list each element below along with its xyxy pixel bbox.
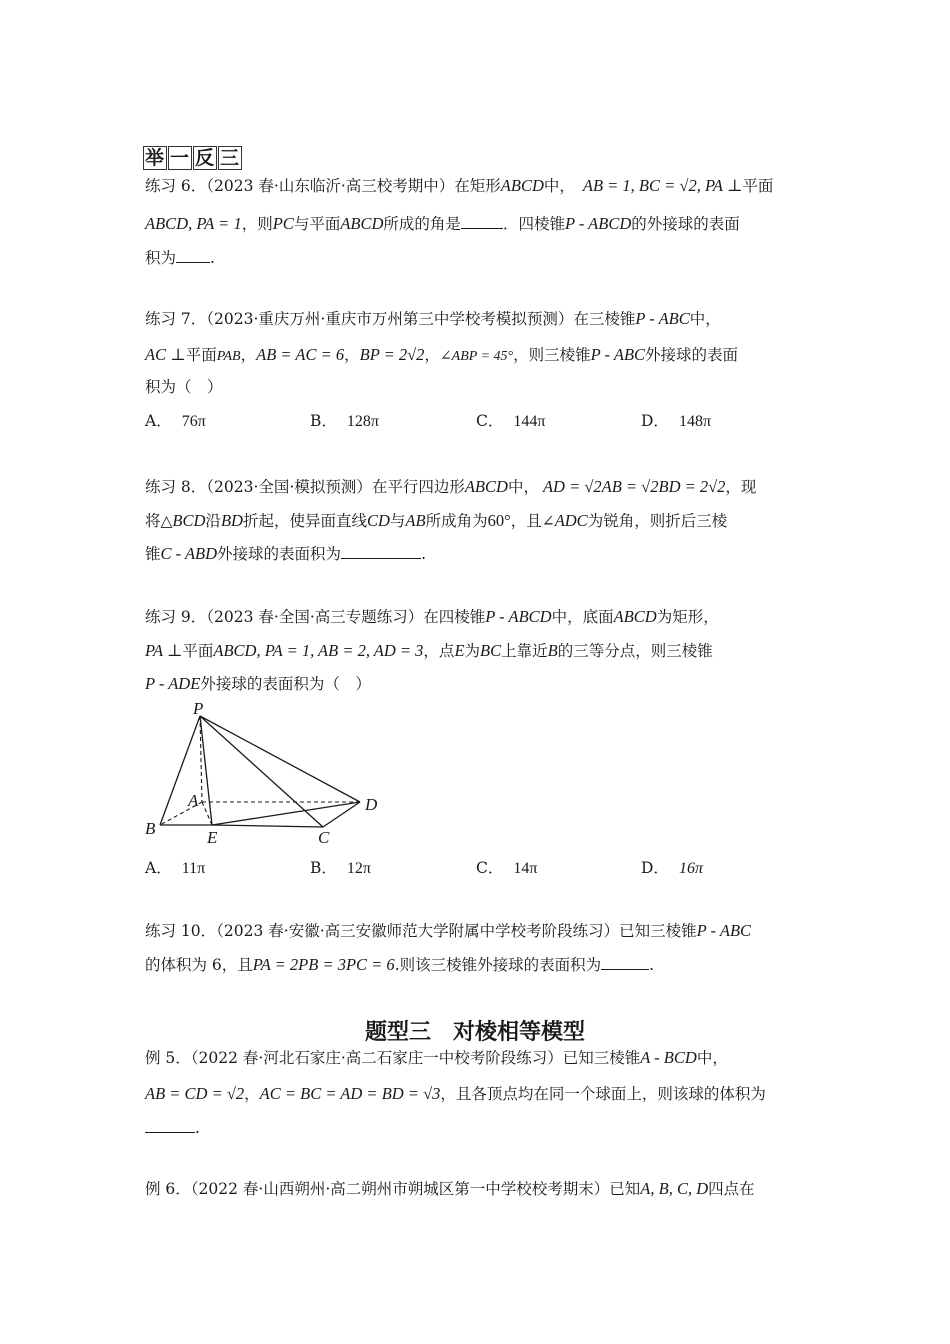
text: 例 5．（2022 春·河北石家庄·高二石家庄一中校考阶段练习）已知三棱锥: [145, 1049, 641, 1067]
text: 练习 10．（2023 春·安徽·高三安徽师范大学附属中学校考阶段练习）已知三棱锥: [145, 922, 697, 940]
edge-ed: [212, 802, 360, 825]
math: BC: [480, 641, 502, 660]
text: 的体积为 6，且: [145, 956, 253, 974]
math: AC = BC = AD = BD = √3: [259, 1084, 441, 1103]
edge-pd: [200, 716, 360, 802]
option-value: 76π: [181, 413, 206, 430]
edge-ec: [212, 825, 323, 827]
math: AD = √2AB = √2BD = 2√2: [542, 477, 726, 496]
text: ，: [240, 346, 257, 364]
text: .: [649, 956, 655, 974]
option-label: A．: [145, 412, 172, 430]
example-5-line-1: [145, 1047, 728, 1069]
option-label: D．: [641, 859, 669, 877]
text: 的外接球的表面: [631, 215, 740, 233]
math: PAB: [216, 349, 241, 364]
text: 平面: [742, 177, 774, 195]
option-b[interactable]: [310, 857, 371, 880]
option-value: 144π: [513, 413, 546, 430]
text: 外接球的表面: [645, 346, 739, 364]
section-heading: 题型三 对棱相等模型: [364, 1020, 585, 1045]
math: P - ADE: [145, 674, 201, 693]
text: 外接球的表面积为: [217, 545, 342, 563]
text: ，且各顶点均在同一个球面上，则该球的体积为: [440, 1085, 766, 1103]
answer-blank: [601, 955, 649, 970]
text: 的三等分点，则三棱锥: [557, 642, 713, 660]
text: 所成的角是: [383, 215, 461, 233]
text: 积为: [145, 249, 177, 267]
text: 外接球的表面积为（ ）: [200, 675, 371, 693]
option-value: 14π: [513, 860, 538, 877]
label-e: E: [207, 828, 218, 847]
answer-blank: [461, 214, 503, 229]
text: 为: [464, 642, 481, 660]
text: .: [195, 1119, 200, 1137]
section-tag-char: 三: [220, 147, 241, 169]
math: ABCD: [613, 607, 657, 626]
label-b: B: [145, 819, 156, 838]
math: P - ABCD: [564, 214, 632, 233]
text: 中，: [696, 1049, 728, 1067]
pyramid-figure: [140, 700, 390, 850]
text: 中，: [543, 177, 575, 195]
option-label: B．: [310, 412, 337, 430]
option-c[interactable]: [476, 410, 545, 433]
example-5-line-3: [145, 1117, 200, 1139]
math: A - BCD: [640, 1048, 697, 1067]
math: B: [547, 641, 558, 660]
option-label: C．: [476, 859, 504, 877]
text: 中，底面: [551, 608, 614, 626]
text: ，: [244, 1085, 260, 1103]
option-label: D．: [641, 412, 669, 430]
text: 为锐角，则折后三棱: [587, 512, 728, 530]
math: 60°: [487, 511, 511, 530]
text: 与: [389, 512, 406, 530]
option-label: B．: [310, 859, 337, 877]
text: 沿: [205, 512, 221, 530]
text: ，: [344, 346, 360, 364]
text: 练习 9．（2023 春·全国·高三专题练习）在四棱锥: [145, 608, 486, 626]
exercise-6-line-1: [145, 175, 773, 197]
math: ABCD: [500, 176, 544, 195]
text: 为矩形，: [656, 608, 719, 626]
text: ，现: [725, 478, 757, 496]
math: BCD: [172, 511, 206, 530]
section-tag: [143, 143, 243, 170]
text: 与平面: [293, 215, 341, 233]
text: ，且∠: [510, 512, 555, 530]
text: 练习 8．（2023·全国·模拟预测）在平行四边形: [145, 478, 465, 496]
exercise-8-line-3: [145, 543, 426, 565]
text: 中，: [689, 310, 721, 328]
text: .: [210, 249, 215, 267]
label-a: A: [188, 791, 199, 810]
text: 上靠近: [501, 642, 548, 660]
option-value: 11π: [181, 860, 206, 877]
exercise-7-line-1: [145, 308, 721, 330]
option-value: 148π: [678, 413, 712, 430]
math: PA = 2PB = 3PC = 6: [252, 955, 395, 974]
answer-blank: [341, 544, 421, 559]
option-label: A．: [145, 859, 172, 877]
text: ，: [424, 346, 440, 364]
exercise-7-line-3: [145, 376, 223, 398]
answer-blank: [145, 1118, 195, 1133]
option-value: 12π: [346, 860, 371, 877]
math: PC: [272, 214, 294, 233]
math: BP = 2√2: [359, 345, 425, 364]
text: 中，: [507, 478, 539, 496]
option-b[interactable]: [310, 410, 379, 433]
math: CD: [366, 511, 390, 530]
edge-cd: [323, 802, 360, 827]
text: ，点: [423, 642, 455, 660]
text: 所成角为: [425, 512, 488, 530]
text: ．四棱锥: [502, 215, 565, 233]
text: 练习 7．（2023·重庆万州·重庆市万州第三中学校考模拟预测）在三棱锥: [145, 310, 636, 328]
section-tag-char: 一: [170, 147, 191, 169]
example-6-line-1: [145, 1178, 755, 1200]
text: 练习 6．（2023 春·山东临沂·高三校考期中）在矩形: [145, 177, 501, 195]
label-d: D: [365, 795, 378, 814]
exercise-6-line-3: [145, 247, 215, 269]
text: 积为（ ）: [145, 378, 223, 396]
math: AB = 1, BC = √2, PA ⊥: [582, 176, 743, 195]
math: ADC: [554, 511, 588, 530]
math: A, B, C, D: [640, 1179, 709, 1198]
exercise-8-line-1: [145, 476, 756, 498]
text: ，则: [241, 215, 273, 233]
math: AC ⊥: [145, 345, 186, 364]
text: 折起，使异面直线: [242, 512, 367, 530]
math: AB = AC = 6: [256, 345, 345, 364]
text: .: [421, 545, 426, 563]
math: E: [454, 641, 465, 660]
math: P - ABC: [635, 309, 690, 328]
math: BD: [220, 511, 243, 530]
math: ABCD, PA = 1, AB = 2, AD = 3: [213, 641, 424, 660]
math: ABCD: [464, 477, 508, 496]
exercise-7-line-2: [145, 344, 738, 368]
math: AB: [405, 511, 426, 530]
answer-blank: [176, 248, 210, 263]
option-label: C．: [476, 412, 504, 430]
option-d[interactable]: [641, 857, 703, 880]
math: ∠ABP = 45°: [439, 349, 514, 364]
math: ABCD: [340, 214, 384, 233]
exercise-9-line-1: [145, 606, 719, 628]
exercise-10-line-1: [145, 920, 751, 942]
option-c[interactable]: [476, 857, 537, 880]
example-5-line-2: [145, 1083, 766, 1105]
option-value: 16π: [678, 860, 703, 877]
text: 例 6．（2022 春·山西朔州·高二朔州市朔城区第一中学校校考期末）已知: [145, 1180, 641, 1198]
text: 锥: [145, 545, 161, 563]
text: 平面: [182, 642, 214, 660]
label-c: C: [318, 828, 330, 847]
exercise-9-line-2: [145, 640, 713, 662]
math: P - ABCD: [485, 607, 552, 626]
math: P - ABC: [696, 921, 752, 940]
edge-pe: [200, 716, 212, 825]
section-tag-char: 反: [195, 147, 216, 169]
exercise-9-line-3: [145, 673, 371, 695]
math: P - ABC: [590, 345, 646, 364]
exercise-10-line-2: [145, 954, 654, 976]
section-tag-char: 举: [145, 147, 166, 169]
exercise-6-line-2: [145, 213, 740, 235]
text: .则该三棱锥外接球的表面积为: [394, 956, 602, 974]
math: C - ABD: [160, 544, 218, 563]
option-a[interactable]: [145, 857, 205, 880]
option-value: 128π: [346, 413, 379, 430]
label-p: P: [193, 700, 204, 718]
math: ABCD, PA = 1: [145, 214, 242, 233]
text: 将△: [145, 512, 173, 530]
text: ，则三棱锥: [513, 346, 591, 364]
option-a[interactable]: [145, 410, 206, 433]
math: AB = CD = √2: [145, 1084, 245, 1103]
option-d[interactable]: [641, 410, 711, 433]
text: 平面: [185, 346, 217, 364]
exercise-8-line-2: [145, 510, 727, 532]
math: PA ⊥: [145, 641, 183, 660]
text: 四点在: [708, 1180, 755, 1198]
